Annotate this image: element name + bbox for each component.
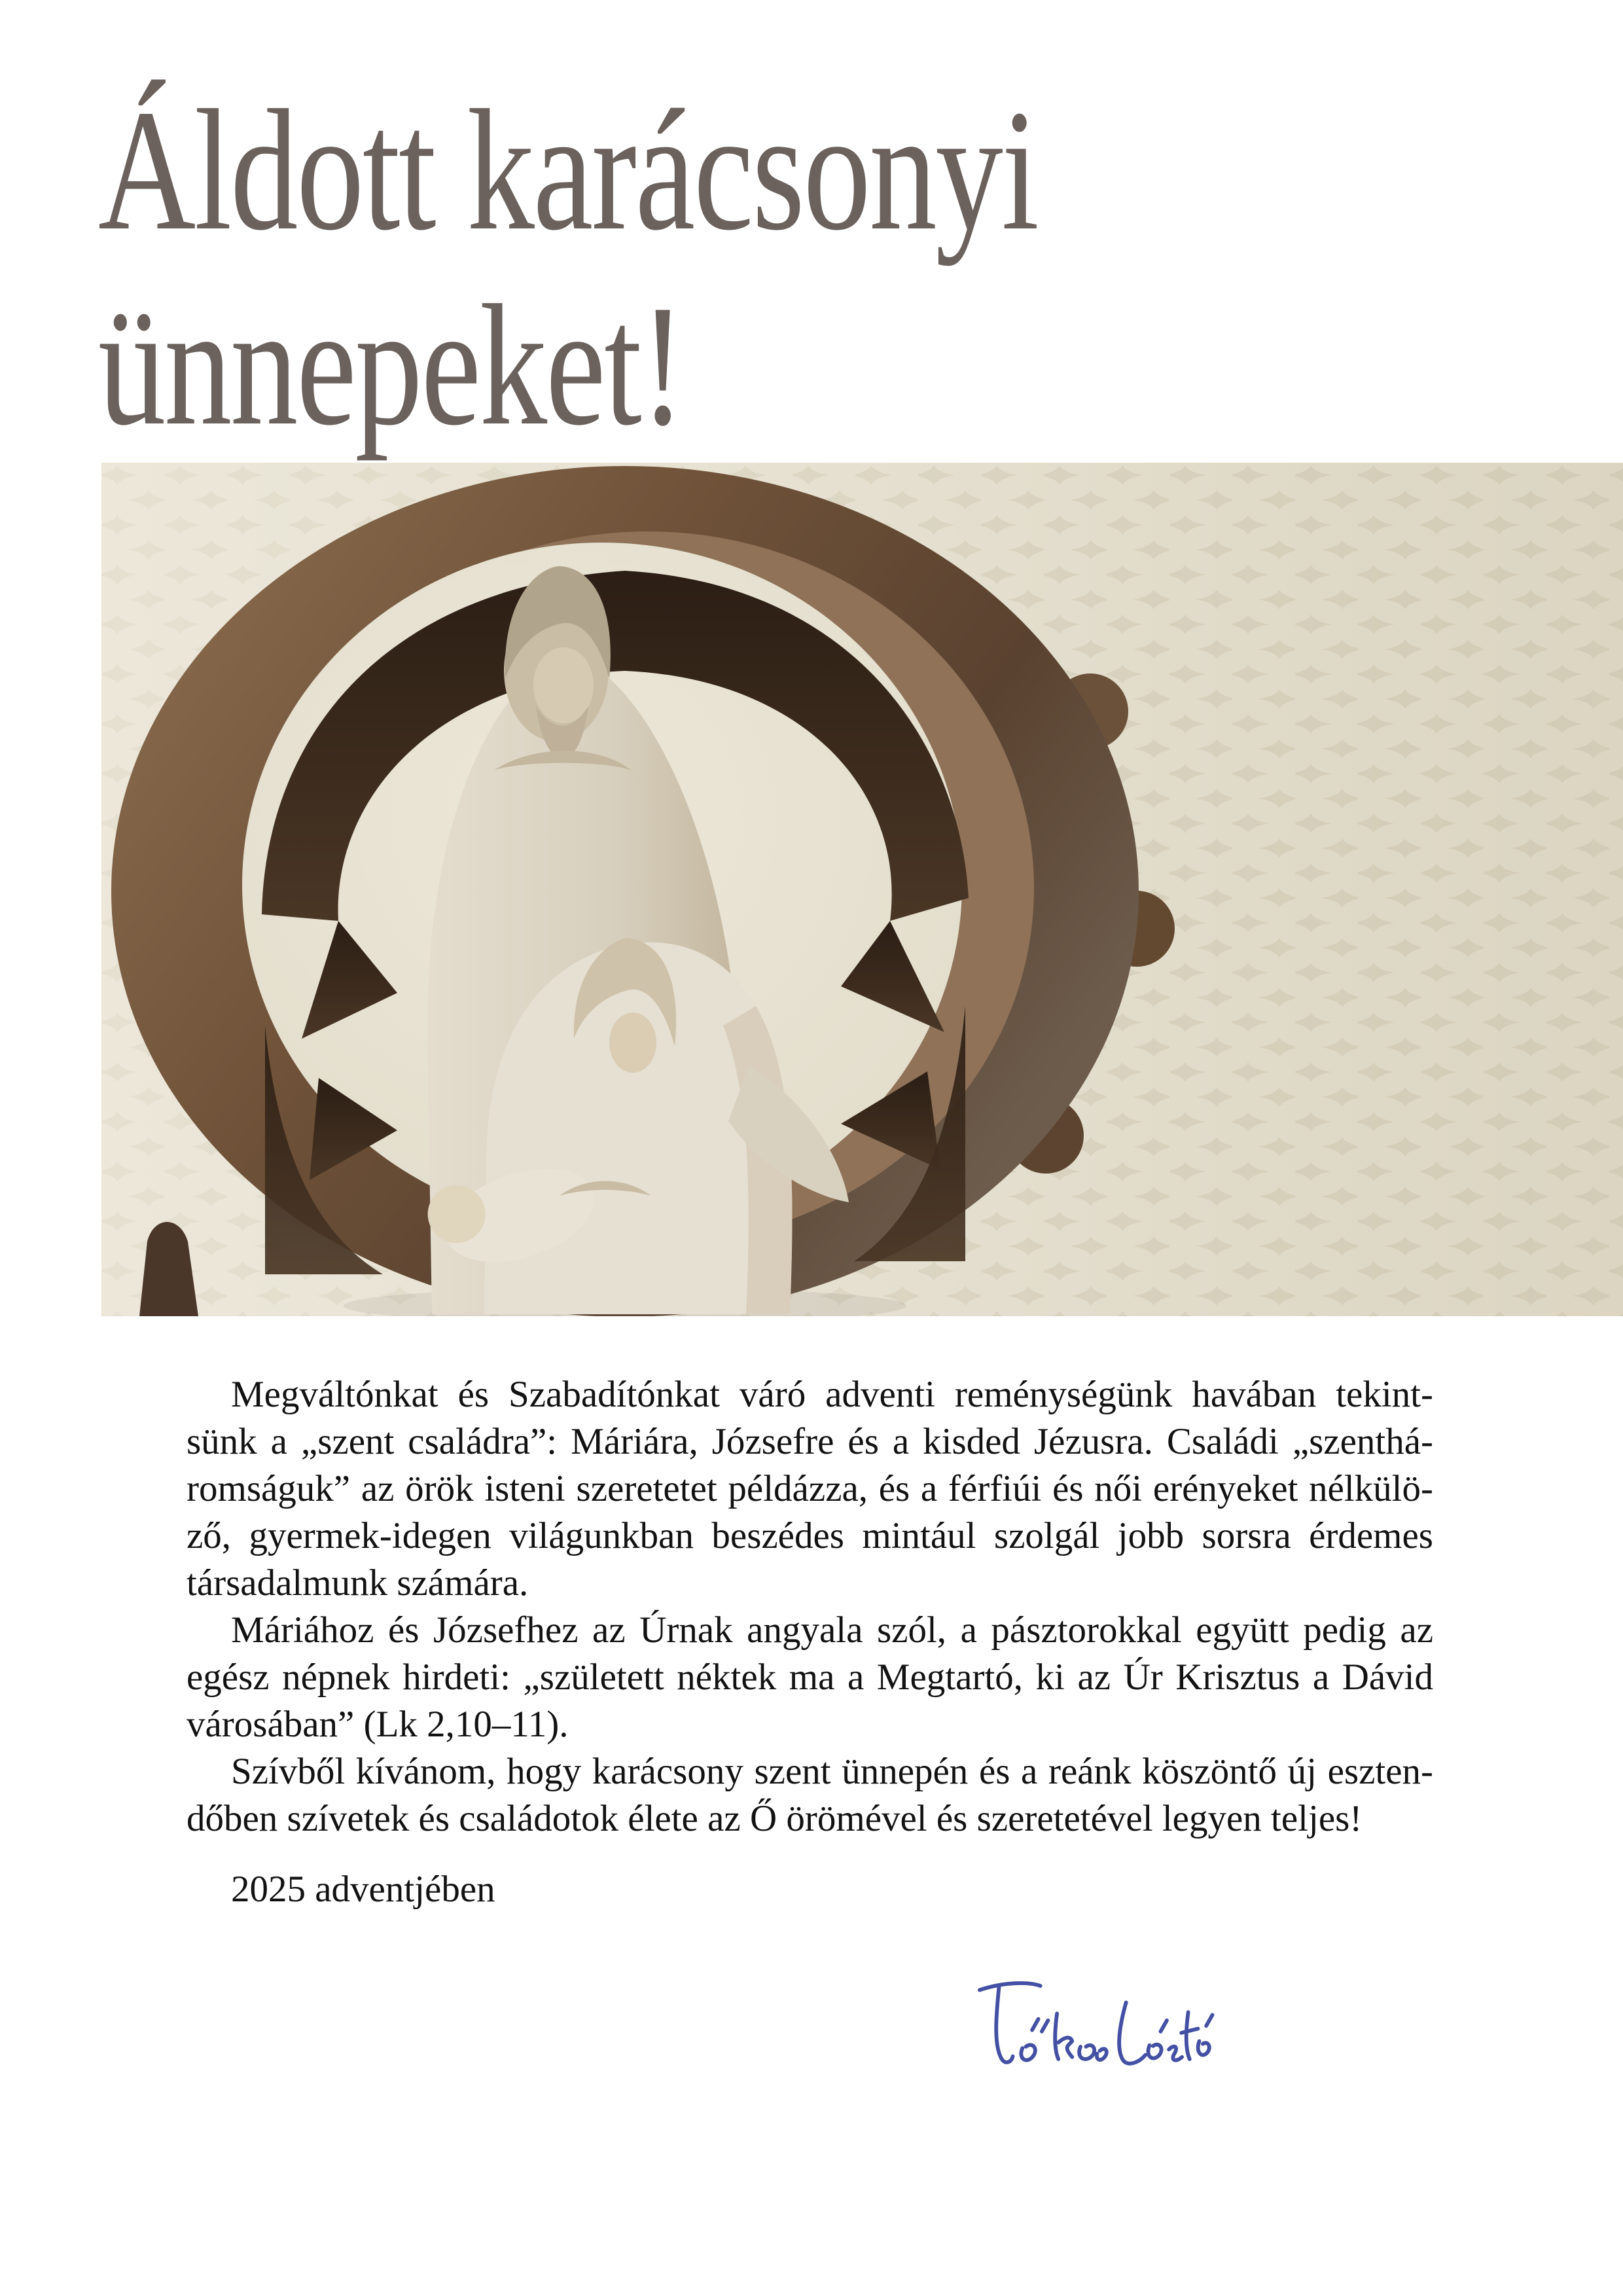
paragraph (187, 1371, 1433, 1607)
paragraph (187, 1748, 1433, 1842)
text-line: Megváltónkat és Szabadítónkat váró adventi reménységünk havában tekint- (231, 1374, 1433, 1415)
page-title (98, 73, 1037, 463)
text-line: dőben szívetek és családotok élete az Ő örömével és szeretetével legyen teljes! (187, 1798, 1363, 1839)
nativity-ornament-illustration (101, 463, 1623, 1316)
text-line: városában” (Lk 2,10–11). (187, 1704, 569, 1745)
text-line: romságuk” az örök isteni szeretetet példázza, és a férfiúi és női erényeket nélkülö- (187, 1468, 1433, 1509)
signature-handwriting (969, 1971, 1217, 2096)
title-line-1: Áldott karácsonyi (98, 75, 1038, 266)
text-line: ző, gyermek-idegen világunkban beszédes mintául szolgál jobb sorsra érdemes (187, 1515, 1433, 1556)
signature-strokes (969, 1971, 1217, 2096)
title-line-2: ünnepeket! (98, 270, 684, 461)
text-line: Szívből kívánom, hogy karácsony szent ünnepén és a reánk köszöntő új eszten- (231, 1751, 1433, 1792)
body-text (187, 1371, 1433, 1913)
date-line: 2025 adventjében (231, 1869, 495, 1910)
text-line: Máriához és Józsefhez az Úrnak angyala szól, a pásztorokkal együtt pedig az (231, 1609, 1433, 1651)
text-line: társadalmunk számára. (187, 1562, 529, 1604)
text-line: egész népnek hirdeti: „született néktek ma a Megtartó, ki az Úr Krisztus a Dávid (187, 1657, 1433, 1698)
text-line: sünk a „szent családra”: Máriára, Józsefre és a kisded Jézusra. Családi „szenthá- (187, 1421, 1433, 1462)
paragraph (187, 1607, 1433, 1748)
nativity-ornament-photo (101, 463, 1623, 1316)
